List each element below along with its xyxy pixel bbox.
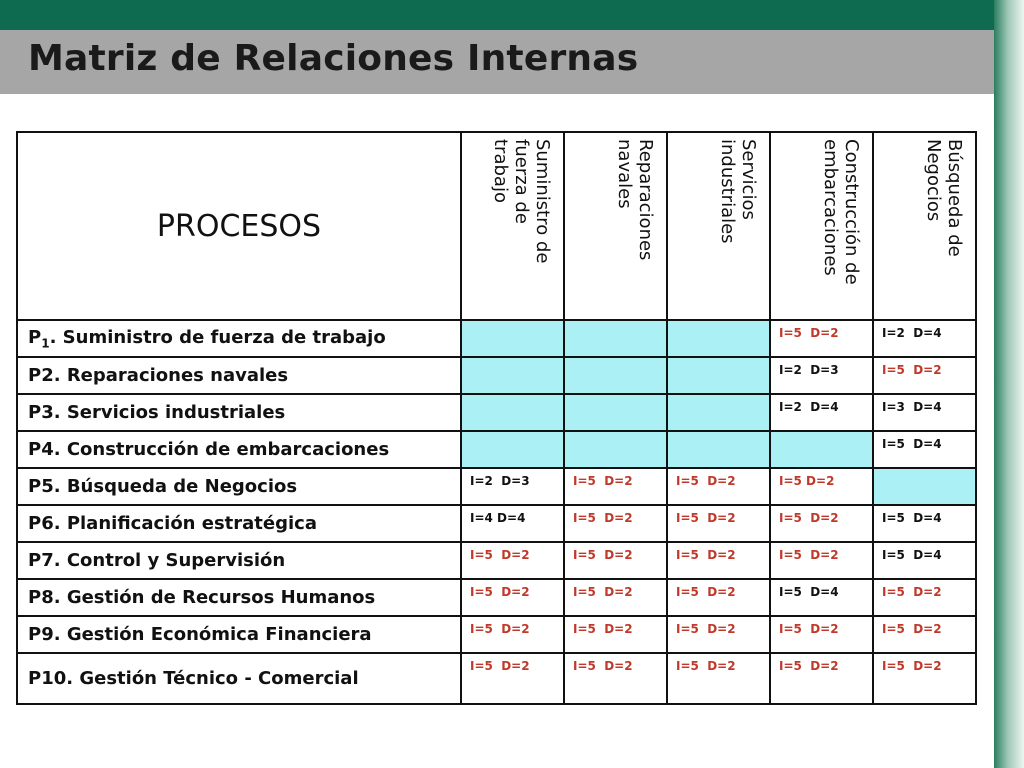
matrix-cell-empty — [461, 431, 564, 468]
process-label — [17, 653, 461, 704]
process-label — [17, 579, 461, 616]
column-header-label: Suministro de fuerza de trabajo — [490, 139, 553, 264]
process-label-text: P6. Planificación estratégica — [28, 513, 317, 534]
matrix-cell-empty — [770, 431, 873, 468]
matrix-cell: I=5 D=2 — [667, 542, 770, 579]
matrix-cell: I=3 D=4 — [873, 394, 976, 431]
column-header-label: Búsqueda de Negocios — [923, 139, 965, 257]
matrix-cell: I=5 D=2 — [873, 653, 976, 704]
matrix-cell: I=5 D=2 — [564, 653, 667, 704]
matrix-cell: I=5 D=2 — [770, 653, 873, 704]
process-label-text: P9. Gestión Económica Financiera — [28, 624, 372, 645]
column-header-suministro — [461, 132, 564, 320]
matrix-cell: I=5 D=2 — [873, 616, 976, 653]
process-label — [17, 320, 461, 357]
matrix-body — [17, 320, 976, 704]
matrix-cell: I=2 D=3 — [770, 357, 873, 394]
matrix-cell: I=5 D=2 — [667, 505, 770, 542]
matrix-cell: I=5 D=2 — [770, 542, 873, 579]
column-header-reparaciones — [564, 132, 667, 320]
column-header-label: Reparaciones navales — [614, 139, 656, 261]
matrix-cell: I=5 D=2 — [770, 468, 873, 505]
matrix-cell-empty — [667, 320, 770, 357]
slide-title: Matriz de Relaciones Internas — [28, 38, 639, 79]
matrix-cell: I=5 D=2 — [873, 579, 976, 616]
process-label — [17, 542, 461, 579]
process-label-text: P10. Gestión Técnico - Comercial — [28, 668, 359, 689]
table-row — [17, 542, 976, 579]
matrix-cell-empty — [564, 431, 667, 468]
process-label — [17, 394, 461, 431]
matrix-cell: I=5 D=2 — [667, 616, 770, 653]
table-row — [17, 394, 976, 431]
matrix-cell: I=5 D=4 — [873, 431, 976, 468]
matrix-cell-empty — [667, 394, 770, 431]
matrix-cell: I=5 D=4 — [770, 579, 873, 616]
matrix-cell: I=5 D=2 — [564, 616, 667, 653]
matrix-cell-empty — [461, 320, 564, 357]
top-accent-band — [0, 0, 1024, 30]
process-label — [17, 468, 461, 505]
process-label-prefix: P — [28, 326, 42, 348]
table-row — [17, 505, 976, 542]
matrix-cell: I=5 D=4 — [873, 542, 976, 579]
matrix-cell: I=5 D=2 — [667, 579, 770, 616]
column-header-busqueda — [873, 132, 976, 320]
relations-matrix — [16, 131, 977, 705]
matrix-cell: I=5 D=2 — [461, 542, 564, 579]
process-label-text: P5. Búsqueda de Negocios — [28, 476, 298, 497]
process-label-text: P8. Gestión de Recursos Humanos — [28, 587, 376, 608]
matrix-cell: I=5 D=2 — [564, 579, 667, 616]
table-row — [17, 616, 976, 653]
right-gradient-bar — [994, 0, 1024, 768]
matrix-cell: I=5 D=2 — [667, 653, 770, 704]
matrix-cell-empty — [564, 394, 667, 431]
matrix-cell: I=5 D=2 — [564, 505, 667, 542]
matrix-cell: I=4 D=4 — [461, 505, 564, 542]
matrix-cell: I=5 D=2 — [770, 616, 873, 653]
matrix-cell: I=5 D=2 — [770, 320, 873, 357]
matrix-cell: I=2 D=4 — [873, 320, 976, 357]
matrix-cell: I=5 D=2 — [461, 579, 564, 616]
process-label-text: P4. Construcción de embarcaciones — [28, 439, 390, 460]
matrix-cell-empty — [667, 357, 770, 394]
column-header-label: Servicios industriales — [717, 139, 759, 244]
matrix-cell-empty — [667, 431, 770, 468]
matrix-cell: I=5 D=4 — [873, 505, 976, 542]
matrix-cell: I=5 D=2 — [461, 616, 564, 653]
table-row — [17, 468, 976, 505]
matrix-cell: I=5 D=2 — [770, 505, 873, 542]
matrix-cell-empty — [461, 357, 564, 394]
table-row — [17, 357, 976, 394]
matrix-cell: I=2 D=4 — [770, 394, 873, 431]
matrix-cell-empty — [873, 468, 976, 505]
process-label-text: . Suministro de fuerza de trabajo — [49, 326, 386, 348]
process-label — [17, 357, 461, 394]
process-label — [17, 616, 461, 653]
table-row — [17, 653, 976, 704]
matrix-cell: I=5 D=2 — [667, 468, 770, 505]
matrix-cell-empty — [564, 357, 667, 394]
matrix-cell-empty — [564, 320, 667, 357]
process-label — [17, 505, 461, 542]
column-header-label: Construcción de embarcaciones — [820, 139, 862, 285]
process-label-text: P7. Control y Supervisión — [28, 550, 286, 571]
matrix-cell: I=5 D=2 — [461, 653, 564, 704]
table-row — [17, 431, 976, 468]
column-header-construccion — [770, 132, 873, 320]
matrix-cell-empty — [461, 394, 564, 431]
process-label — [17, 431, 461, 468]
header-row — [17, 132, 976, 320]
process-label-text: P3. Servicios industriales — [28, 402, 286, 423]
matrix-cell: I=5 D=2 — [564, 468, 667, 505]
process-label-text: P2. Reparaciones navales — [28, 365, 289, 386]
procesos-header: PROCESOS — [17, 132, 461, 320]
matrix-cell: I=2 D=3 — [461, 468, 564, 505]
process-label-subscript: 1 — [41, 336, 50, 351]
matrix-cell: I=5 D=2 — [873, 357, 976, 394]
column-header-servicios — [667, 132, 770, 320]
table-row — [17, 579, 976, 616]
matrix-cell: I=5 D=2 — [564, 542, 667, 579]
table-row — [17, 320, 976, 357]
